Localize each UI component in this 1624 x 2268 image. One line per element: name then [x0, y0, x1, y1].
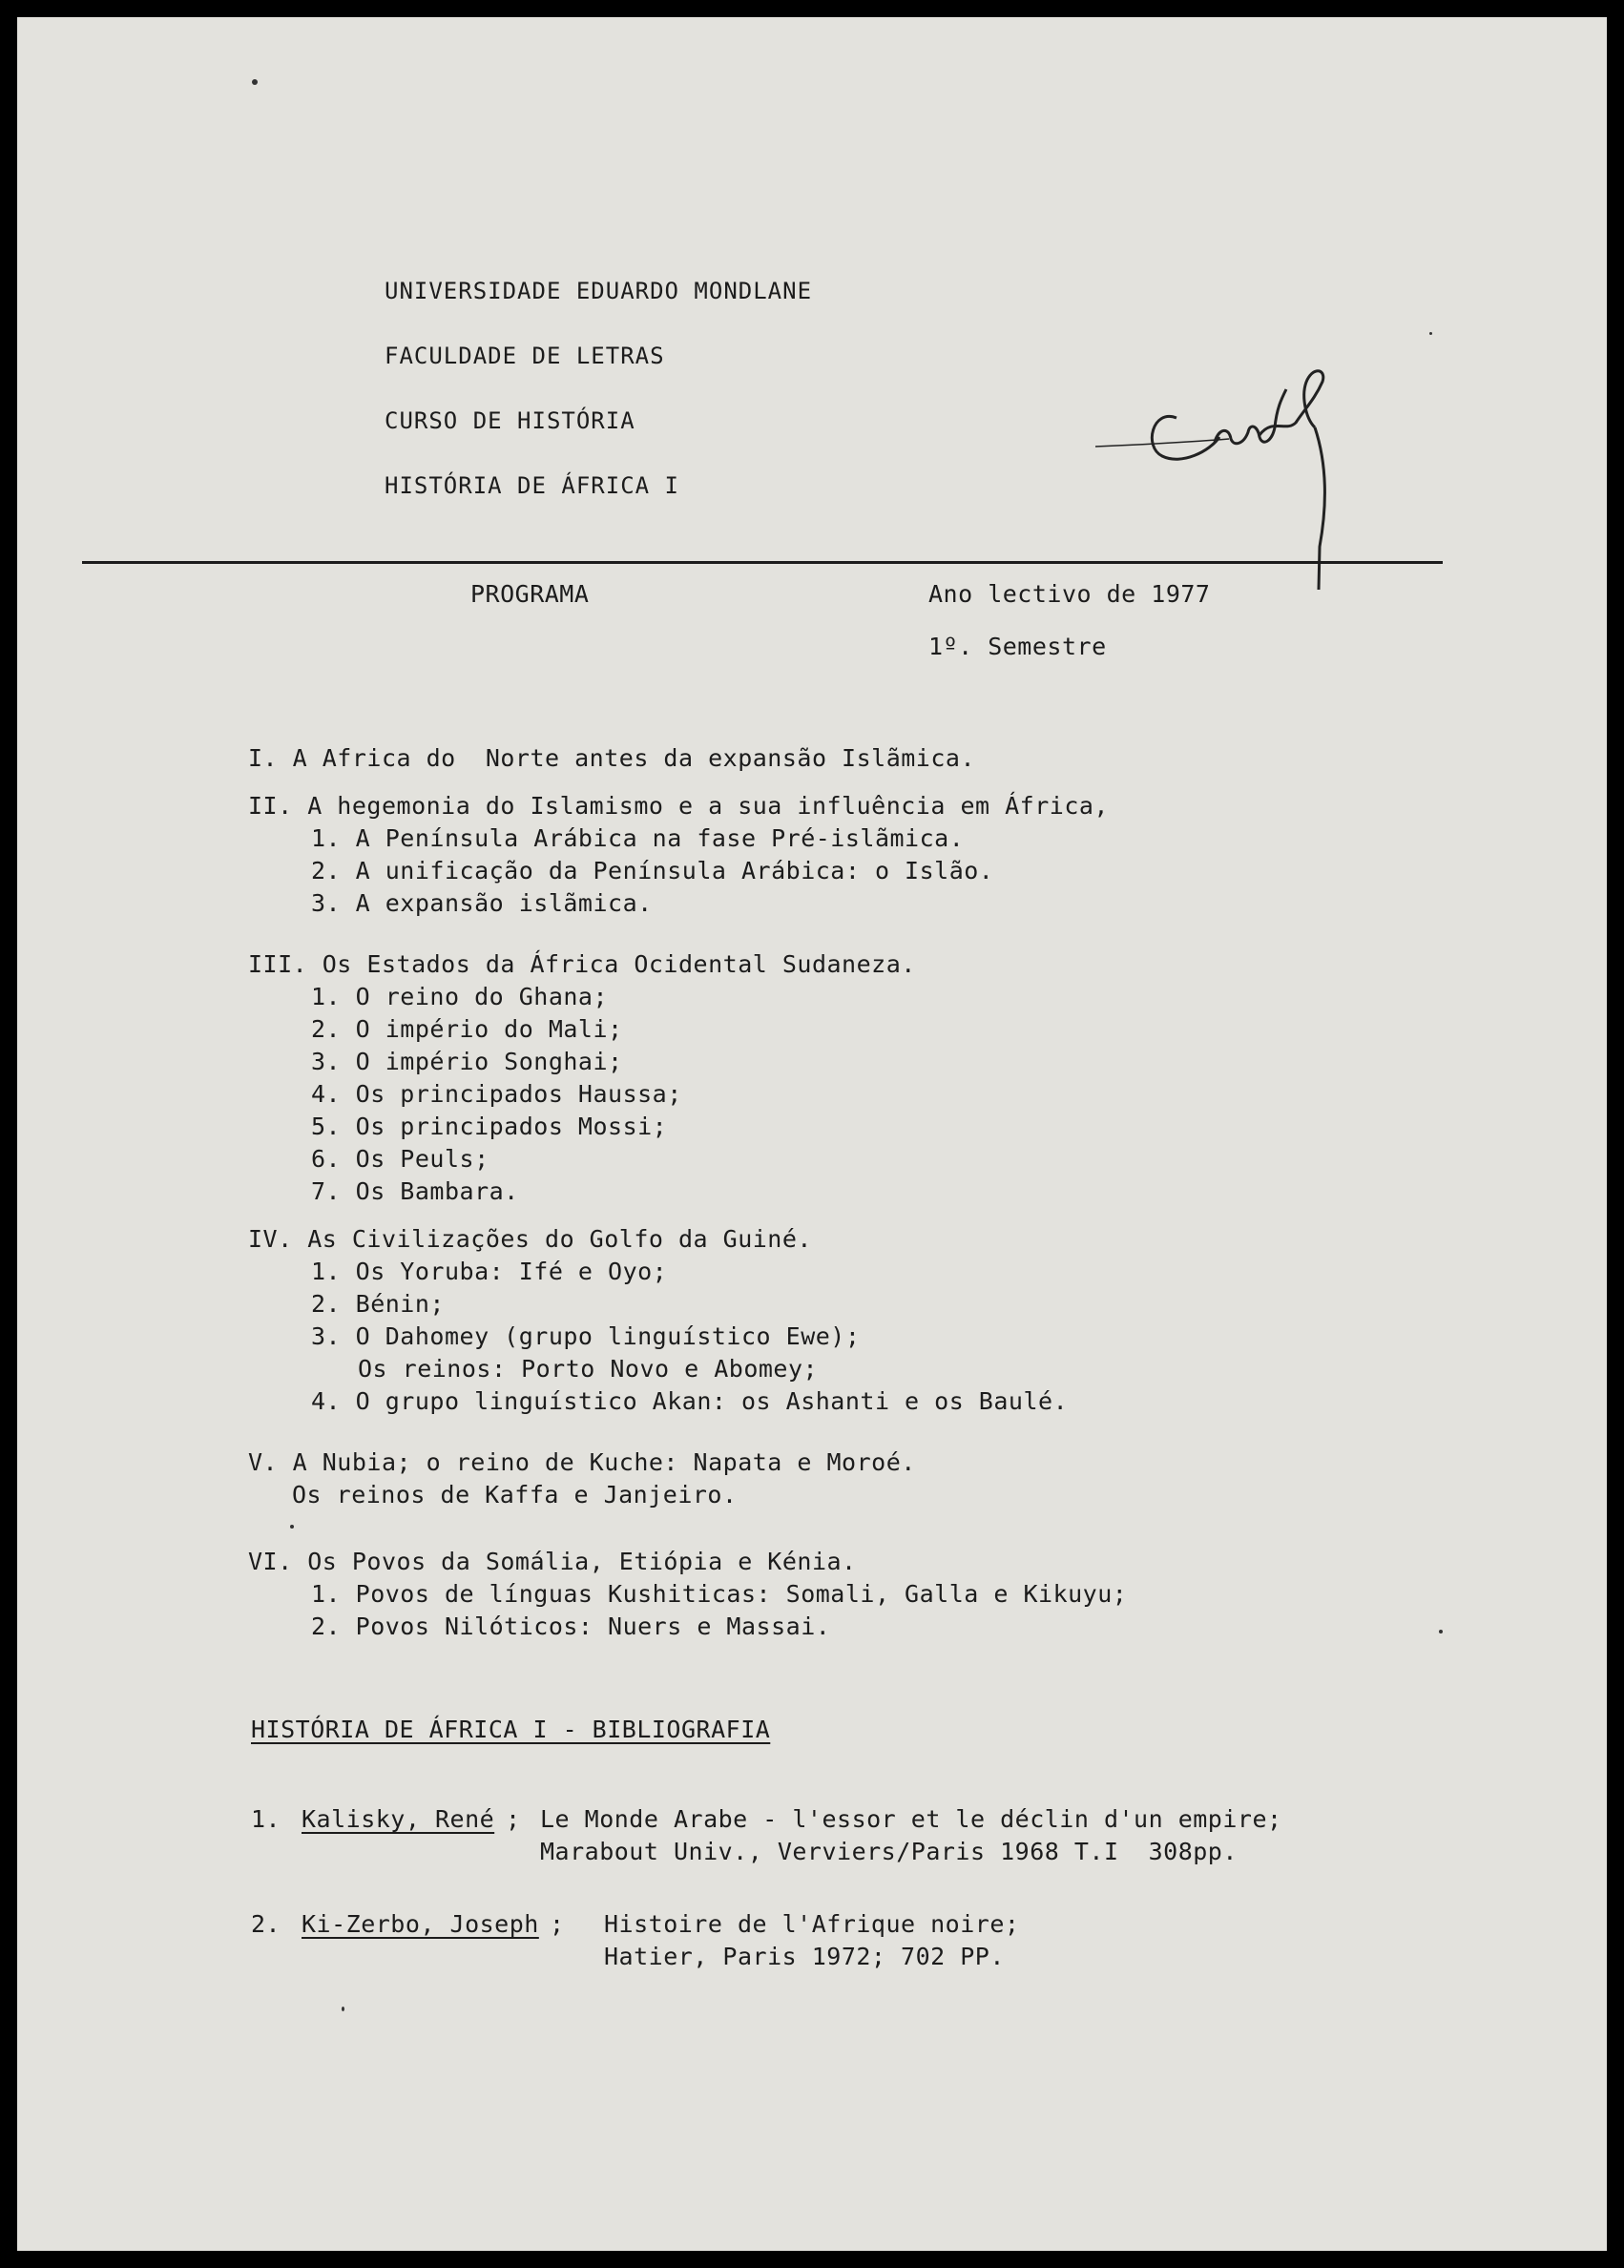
section-heading: VI. Os Povos da Somália, Etiópia e Kénia. — [248, 1548, 857, 1575]
subject-name: HISTÓRIA DE ÁFRICA I — [385, 472, 679, 499]
section-heading: I. A Africa do Norte antes da expansão Islãmica. — [248, 744, 976, 772]
list-item: 1. O reino do Ghana; — [311, 983, 609, 1010]
bib-entry-author: Kalisky, René — [302, 1805, 495, 1833]
paper-speck — [1439, 1630, 1443, 1633]
bib-entry-title: Le Monde Arabe - l'essor et le déclin d'un empire; — [540, 1805, 1282, 1833]
section-heading: V. A Nubia; o reino de Kuche: Napata e Moroé. — [248, 1448, 916, 1476]
bib-entry-publisher: Marabout Univ., Verviers/Paris 1968 T.I 308pp. — [540, 1838, 1238, 1865]
academic-year: Ano lectivo de 1977 — [928, 580, 1211, 608]
course-name: CURSO DE HISTÓRIA — [385, 407, 635, 434]
list-item: 6. Os Peuls; — [311, 1145, 489, 1173]
paper-speck — [1429, 332, 1432, 335]
bib-entry-number: 1. — [251, 1805, 281, 1833]
list-item: 7. Os Bambara. — [311, 1177, 519, 1205]
list-item: Os reinos de Kaffa e Janjeiro. — [292, 1481, 738, 1509]
list-item: 1. A Península Arábica na fase Pré-islãmica. — [311, 824, 965, 852]
list-item: 1. Povos de línguas Kushiticas: Somali, Galla e Kikuyu; — [311, 1580, 1128, 1608]
list-item: 2. O império do Mali; — [311, 1015, 623, 1043]
list-item: 2. Povos Nilóticos: Nuers e Massai. — [311, 1613, 831, 1640]
faculty-name: FACULDADE DE LETRAS — [385, 343, 665, 369]
list-item: 3. O império Songhai; — [311, 1048, 623, 1075]
semester: 1º. Semestre — [928, 633, 1107, 660]
paper-speck — [252, 79, 258, 85]
list-item: 5. Os principados Mossi; — [311, 1113, 668, 1140]
section-heading: III. Os Estados da África Ocidental Sudaneza. — [248, 950, 916, 978]
bib-entry-title: Histoire de l'Afrique noire; — [604, 1910, 1020, 1938]
list-item: Os reinos: Porto Novo e Abomey; — [358, 1355, 819, 1383]
list-item: 4. O grupo linguístico Akan: os Ashanti e os Baulé. — [311, 1387, 1069, 1415]
list-item: 3. O Dahomey (grupo linguístico Ewe); — [311, 1322, 861, 1350]
list-item: 4. Os principados Haussa; — [311, 1080, 682, 1108]
section-heading: IV. As Civilizações do Golfo da Guiné. — [248, 1225, 812, 1253]
paper-speck — [290, 1525, 294, 1529]
list-item: 3. A expansão islãmica. — [311, 889, 653, 917]
list-item: 2. A unificação da Península Arábica: o Islão. — [311, 857, 994, 884]
bib-entry-publisher: Hatier, Paris 1972; 702 PP. — [604, 1943, 1005, 1970]
bib-entry-author: Ki-Zerbo, Joseph — [302, 1910, 539, 1938]
header-divider — [82, 561, 1443, 564]
bib-entry-number: 2. — [251, 1910, 281, 1938]
paper-speck — [342, 2007, 344, 2011]
bib-entry-separator: ; — [550, 1910, 565, 1938]
bib-entry-separator: ; — [506, 1805, 521, 1833]
section-heading: II. A hegemonia do Islamismo e a sua influência em África, — [248, 792, 1109, 820]
program-title: PROGRAMA — [470, 580, 590, 608]
list-item: 2. Bénin; — [311, 1290, 445, 1318]
bibliography-title: HISTÓRIA DE ÁFRICA I - BIBLIOGRAFIA — [251, 1716, 771, 1743]
document-page — [17, 17, 1607, 2251]
university-name: UNIVERSIDADE EDUARDO MONDLANE — [385, 278, 813, 304]
list-item: 1. Os Yoruba: Ifé e Oyo; — [311, 1258, 668, 1285]
